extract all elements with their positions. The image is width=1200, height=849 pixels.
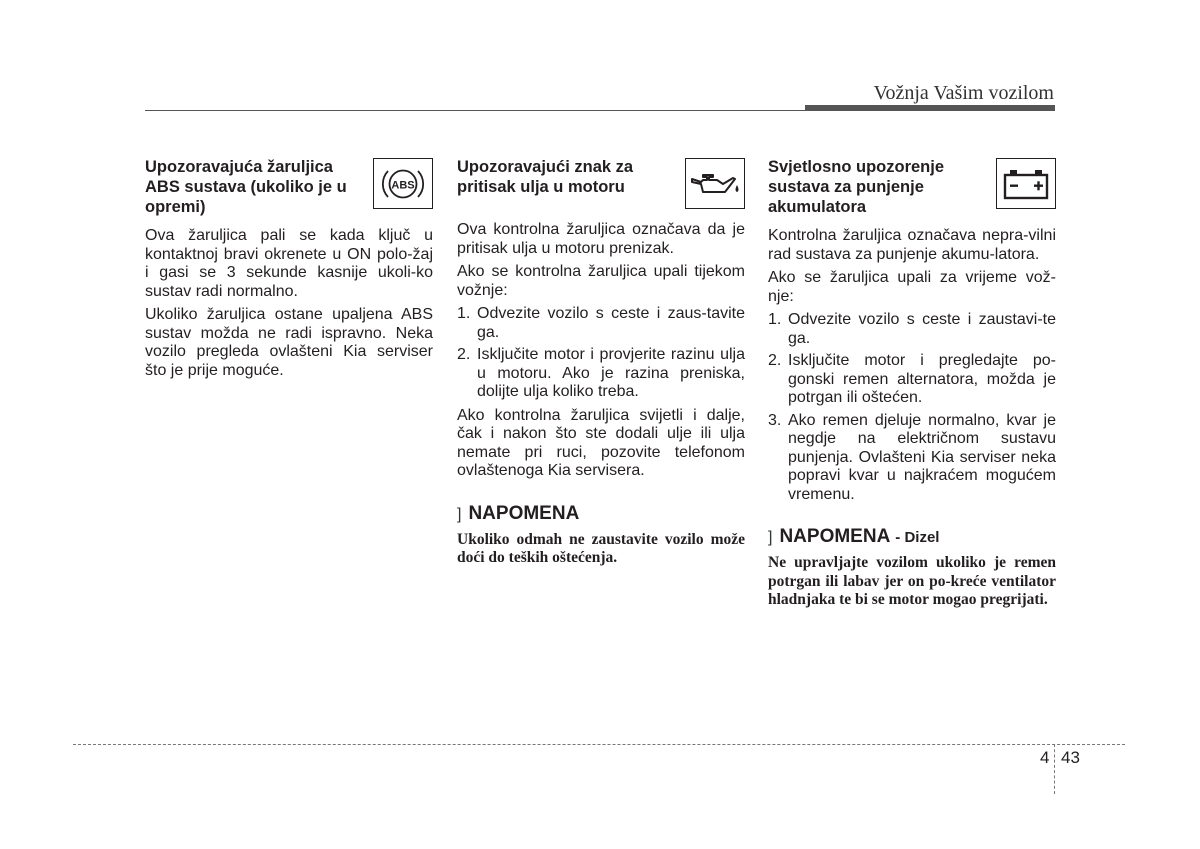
oil-pressure-icon <box>685 158 745 209</box>
step-number: 1. <box>457 305 471 322</box>
body-paragraph: Ako kontrolna žaruljica svijetli i dalje, čak i nakon što ste dodali ulje ili ulja nemate pri ruci, pozovite telefonom ovlaštenoga Kia servisera. <box>457 406 745 479</box>
note-title: NAPOMENA <box>779 526 891 547</box>
list-item <box>768 352 1056 408</box>
note-bracket: ] <box>457 505 462 523</box>
step-number: 2. <box>457 346 471 363</box>
list-item <box>457 305 745 342</box>
footer-dashed-rule <box>73 744 1125 745</box>
header-rule-thick <box>805 105 1055 111</box>
section-title: Upozoravajuća žaruljica ABS sustava (ukoliko je u opremi) <box>145 158 347 216</box>
body-paragraph: Kontrolna žaruljica označava nepra-vilni rad sustava za punjenje akumu-latora. <box>768 227 1056 263</box>
note-title: NAPOMENA <box>468 502 580 524</box>
section-header <box>145 157 433 217</box>
step-number: 2. <box>768 352 782 369</box>
note-text: Ukoliko odmah ne zaustavite vozilo može doći do teških oštećenja. <box>457 530 745 566</box>
abs-warning-icon <box>373 158 433 209</box>
section-header <box>457 157 745 211</box>
section-title: Svjetlosno upozorenje sustava za punjenje akumulatora <box>768 158 945 216</box>
steps-list <box>457 305 745 402</box>
footer-dashed-divider <box>1054 744 1055 794</box>
body-paragraph: Ako se kontrolna žaruljica upali tijekom vožnje: <box>457 263 745 299</box>
step-text: Isključite motor i pregledajte po-gonski remen alternatora, možda je potrgan ili oštećen. <box>788 352 1056 406</box>
note-heading <box>768 526 1056 548</box>
svg-text:ABS: ABS <box>391 179 415 191</box>
step-text: Ako remen djeluje normalno, kvar je negdje na električnom sustavu punjenja. Ovlašteni Kia serviser neka popravi kvar u najkraćem mogućem vremenu. <box>788 411 1056 503</box>
step-text: Isključite motor i provjerite razinu ulja u motoru. Ako je razina preniska, dolijte ulja koliko treba. <box>477 346 745 400</box>
chapter-number: 4 <box>1040 748 1050 767</box>
page-header-title: Vožnja Vašim vozilom <box>873 82 1054 104</box>
note-text: Ne upravljajte vozilom ukoliko je remen potrgan ili labav jer on po-kreće ventilator hladnjaka te bi se motor mogao pregrijati. <box>768 554 1056 608</box>
section-oil-pressure <box>457 157 745 568</box>
body-paragraph: Ako se žaruljica upali za vrijeme vož-nje: <box>768 269 1056 305</box>
section-battery-charging <box>768 157 1056 610</box>
step-text: Odvezite vozilo s ceste i zaus-tavite ga. <box>477 305 745 341</box>
body-paragraph: Ova kontrolna žaruljica označava da je pritisak ulja u motoru prenizak. <box>457 221 745 257</box>
list-item <box>768 311 1056 348</box>
section-title: Upozoravajući znak za pritisak ulja u motoru <box>457 158 634 196</box>
list-item <box>768 412 1056 505</box>
note-heading <box>457 503 745 525</box>
list-item <box>457 346 745 402</box>
battery-charging-icon <box>996 158 1056 209</box>
section-header <box>768 157 1056 217</box>
note-subtitle: - Dizel <box>895 529 940 546</box>
section-abs-warning <box>145 157 433 385</box>
body-paragraph: Ova žaruljica pali se kada ključ u kontaktnoj bravi okrenete u ON polo-žaj i gasi se 3 sekunde kasnije ukoli-ko sustav radi normalno. <box>145 227 433 300</box>
step-number: 1. <box>768 311 782 328</box>
header-rule-thin <box>145 110 805 111</box>
step-number: 3. <box>768 411 782 429</box>
step-text: Odvezite vozilo s ceste i zaustavi-te ga. <box>788 311 1056 347</box>
body-paragraph: Ukoliko žaruljica ostane upaljena ABS sustav možda ne radi ispravno. Neka vozilo pregleda ovlašteni Kia serviser što je prije moguće. <box>145 306 433 379</box>
note-bracket: ] <box>768 529 773 546</box>
page-number: 43 <box>1061 748 1080 767</box>
steps-list <box>768 311 1056 504</box>
